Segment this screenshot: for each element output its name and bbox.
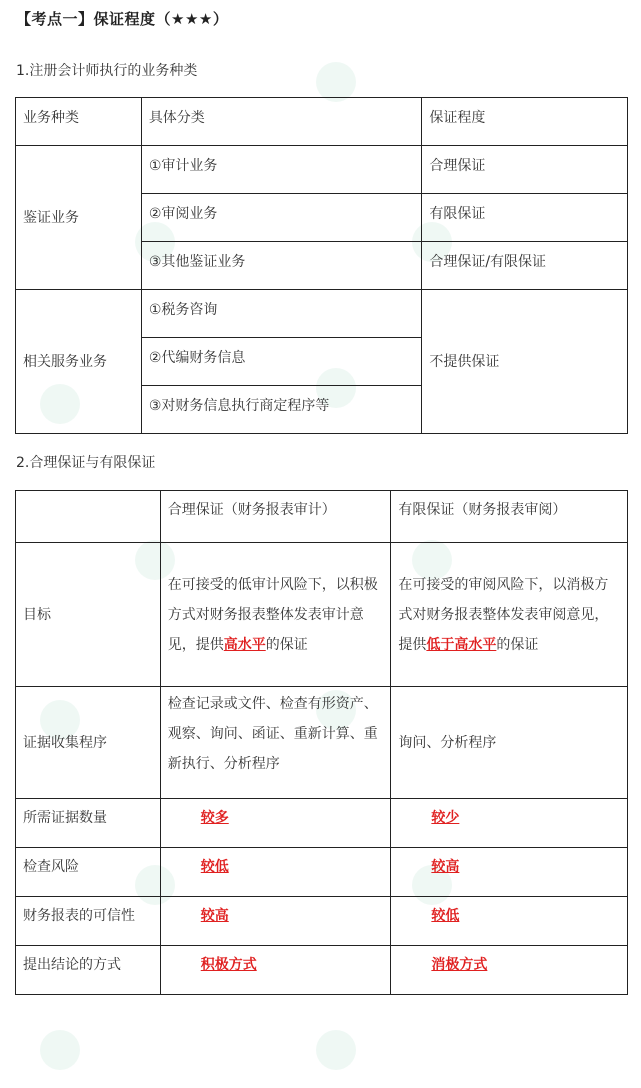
table-row	[16, 897, 628, 946]
item-cell: ③对财务信息执行商定程序等	[141, 386, 422, 434]
page-title: 【考点一】保证程度（★★★）	[16, 10, 229, 28]
item-cell: ①审计业务	[141, 146, 422, 194]
highlight-text: 低于高水平	[426, 636, 497, 653]
header-cell: 保证程度	[422, 98, 628, 146]
watermark-logo-icon	[40, 1030, 80, 1070]
row-label-cell: 财务报表的可信性	[16, 897, 161, 946]
value-cell: 较低	[160, 848, 391, 897]
table-row	[16, 848, 628, 897]
item-cell: ①税务咨询	[141, 290, 422, 338]
assurance-comparison-table	[15, 490, 628, 995]
header-cell: 具体分类	[141, 98, 422, 146]
service-types-table	[15, 97, 628, 434]
table-row	[16, 146, 628, 194]
row-label-cell: 证据收集程序	[16, 687, 161, 799]
row-label-cell: 提出结论的方式	[16, 946, 161, 995]
goal-reasonable-cell: 在可接受的低审计风险下，以积极方式对财务报表整体发表审计意见，提供高水平的保证	[160, 543, 391, 687]
goal-limited-cell: 在可接受的审阅风险下，以消极方式对财务报表整体发表审阅意见，提供低于高水平的保证	[391, 543, 628, 687]
value-cell: 较高	[160, 897, 391, 946]
row-label-cell: 目标	[16, 543, 161, 687]
header-cell: 有限保证（财务报表审阅）	[391, 491, 628, 543]
watermark-logo-icon	[316, 1030, 356, 1070]
item-cell: ②代编财务信息	[141, 338, 422, 386]
table-header-row	[16, 491, 628, 543]
table-row	[16, 687, 628, 799]
value-cell: 较高	[391, 848, 628, 897]
level-cell: 合理保证	[422, 146, 628, 194]
value-cell: 积极方式	[160, 946, 391, 995]
item-cell: ③其他鉴证业务	[141, 242, 422, 290]
level-cell: 不提供保证	[422, 290, 628, 434]
header-cell: 业务种类	[16, 98, 142, 146]
value-cell: 较低	[391, 897, 628, 946]
row-label-cell: 检查风险	[16, 848, 161, 897]
group-name-cell: 鉴证业务	[16, 146, 142, 290]
evidence-reasonable-cell: 检查记录或文件、检查有形资产、观察、询问、函证、重新计算、重新执行、分析程序	[160, 687, 391, 799]
highlight-text: 高水平	[223, 636, 266, 653]
watermark-logo-icon	[316, 62, 356, 102]
row-label-cell: 所需证据数量	[16, 799, 161, 848]
table-header-row	[16, 98, 628, 146]
level-cell: 合理保证/有限保证	[422, 242, 628, 290]
table-row	[16, 799, 628, 848]
item-cell: ②审阅业务	[141, 194, 422, 242]
section-heading-2: 2.合理保证与有限保证	[16, 455, 156, 471]
table-row	[16, 543, 628, 687]
section-heading-1: 1.注册会计师执行的业务种类	[16, 63, 198, 79]
header-cell	[16, 491, 161, 543]
header-cell: 合理保证（财务报表审计）	[160, 491, 391, 543]
value-cell: 较多	[160, 799, 391, 848]
level-cell: 有限保证	[422, 194, 628, 242]
group-name-cell: 相关服务业务	[16, 290, 142, 434]
evidence-limited-cell: 询问、分析程序	[391, 687, 628, 799]
value-cell: 较少	[391, 799, 628, 848]
value-cell: 消极方式	[391, 946, 628, 995]
table-row	[16, 946, 628, 995]
table-row	[16, 290, 628, 338]
